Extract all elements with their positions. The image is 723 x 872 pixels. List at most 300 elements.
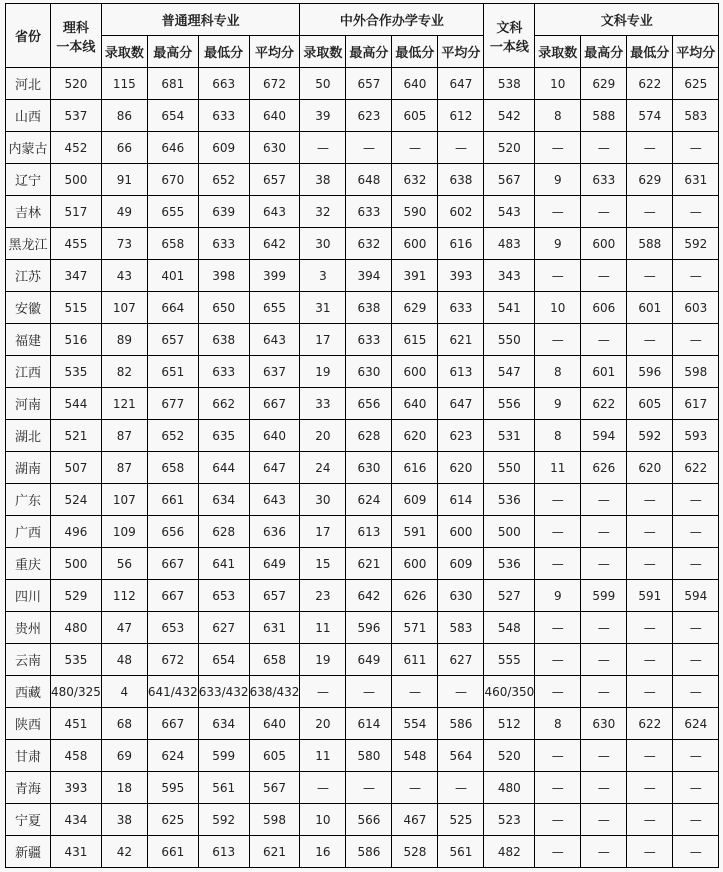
- cell-coop-min: 640: [392, 68, 438, 100]
- cell-coop-count: 30: [300, 484, 346, 516]
- cell-arts-avg: —: [673, 132, 719, 164]
- cell-coop-avg: —: [438, 772, 484, 804]
- cell-arts-avg: —: [673, 516, 719, 548]
- cell-coop-max: 580: [346, 740, 392, 772]
- table-row: [6, 196, 719, 228]
- cell-arts-max: —: [581, 676, 627, 708]
- cell-reg-max: 677: [147, 388, 198, 420]
- cell-reg-max: 681: [147, 68, 198, 100]
- cell-reg-count: 66: [101, 132, 147, 164]
- cell-arts-min: —: [627, 260, 673, 292]
- cell-reg-count: 121: [101, 388, 147, 420]
- cell-arts-line: 512: [484, 708, 535, 740]
- cell-reg-count: 42: [101, 836, 147, 868]
- cell-reg-avg: 636: [249, 516, 300, 548]
- cell-province: 河北: [6, 68, 51, 100]
- cell-arts-max: —: [581, 516, 627, 548]
- cell-arts-min: 622: [627, 708, 673, 740]
- cell-reg-min: 633: [198, 356, 249, 388]
- cell-reg-count: 109: [101, 516, 147, 548]
- cell-arts-avg: —: [673, 612, 719, 644]
- cell-coop-min: —: [392, 676, 438, 708]
- header-sci-line-l2: 一本线: [56, 39, 96, 55]
- cell-coop-min: 616: [392, 452, 438, 484]
- cell-province: 广东: [6, 484, 51, 516]
- cell-coop-min: 554: [392, 708, 438, 740]
- cell-arts-avg: —: [673, 548, 719, 580]
- cell-arts-line: 343: [484, 260, 535, 292]
- cell-sci-line: 393: [51, 772, 102, 804]
- cell-sci-line: 535: [51, 644, 102, 676]
- cell-arts-count: 8: [535, 708, 581, 740]
- cell-reg-max: 661: [147, 836, 198, 868]
- cell-sci-line: 521: [51, 420, 102, 452]
- cell-arts-min: —: [627, 836, 673, 868]
- cell-reg-avg: 672: [249, 68, 300, 100]
- cell-reg-max: 401: [147, 260, 198, 292]
- cell-arts-count: —: [535, 324, 581, 356]
- cell-arts-avg: —: [673, 772, 719, 804]
- cell-arts-max: 601: [581, 356, 627, 388]
- cell-arts-count: —: [535, 516, 581, 548]
- cell-reg-min: 561: [198, 772, 249, 804]
- cell-province: 重庆: [6, 548, 51, 580]
- table-row: [6, 612, 719, 644]
- cell-reg-count: 43: [101, 260, 147, 292]
- cell-reg-avg: 598: [249, 804, 300, 836]
- cell-reg-count: 115: [101, 68, 147, 100]
- cell-arts-line: 555: [484, 644, 535, 676]
- cell-reg-max: 624: [147, 740, 198, 772]
- cell-reg-min: 652: [198, 164, 249, 196]
- cell-coop-min: 571: [392, 612, 438, 644]
- cell-reg-min: 633: [198, 100, 249, 132]
- cell-arts-line: 523: [484, 804, 535, 836]
- cell-reg-avg: 667: [249, 388, 300, 420]
- cell-reg-min: 635: [198, 420, 249, 452]
- cell-arts-avg: 594: [673, 580, 719, 612]
- cell-arts-count: 11: [535, 452, 581, 484]
- cell-arts-line: 482: [484, 836, 535, 868]
- table-row: [6, 324, 719, 356]
- subheader-min: 最低分: [627, 36, 673, 68]
- subheader-avg: 平均分: [673, 36, 719, 68]
- cell-arts-count: —: [535, 740, 581, 772]
- cell-sci-line: 434: [51, 804, 102, 836]
- cell-arts-max: —: [581, 132, 627, 164]
- cell-reg-min: 633: [198, 228, 249, 260]
- cell-reg-max: 664: [147, 292, 198, 324]
- cell-coop-count: 31: [300, 292, 346, 324]
- cell-province: 西藏: [6, 676, 51, 708]
- cell-coop-max: 613: [346, 516, 392, 548]
- cell-province: 辽宁: [6, 164, 51, 196]
- cell-coop-max: —: [346, 772, 392, 804]
- cell-arts-max: 600: [581, 228, 627, 260]
- table-row: [6, 388, 719, 420]
- cell-reg-avg: 605: [249, 740, 300, 772]
- cell-arts-min: 574: [627, 100, 673, 132]
- table-row: [6, 644, 719, 676]
- cell-arts-count: —: [535, 132, 581, 164]
- cell-coop-avg: 525: [438, 804, 484, 836]
- cell-reg-avg: 630: [249, 132, 300, 164]
- cell-coop-avg: 647: [438, 68, 484, 100]
- cell-coop-min: 391: [392, 260, 438, 292]
- table-row: [6, 260, 719, 292]
- header-arts-line-l2: 一本线: [489, 39, 529, 55]
- cell-reg-max: 656: [147, 516, 198, 548]
- table-row: [6, 676, 719, 708]
- cell-coop-min: 609: [392, 484, 438, 516]
- cell-arts-max: —: [581, 772, 627, 804]
- cell-arts-min: —: [627, 324, 673, 356]
- cell-arts-avg: —: [673, 324, 719, 356]
- subheader-avg: 平均分: [249, 36, 300, 68]
- cell-coop-count: 19: [300, 644, 346, 676]
- cell-arts-line: 536: [484, 548, 535, 580]
- cell-reg-avg: 655: [249, 292, 300, 324]
- cell-arts-count: —: [535, 836, 581, 868]
- cell-arts-min: 629: [627, 164, 673, 196]
- cell-reg-avg: 567: [249, 772, 300, 804]
- cell-arts-max: —: [581, 324, 627, 356]
- cell-province: 江苏: [6, 260, 51, 292]
- cell-reg-max: 672: [147, 644, 198, 676]
- cell-arts-count: —: [535, 644, 581, 676]
- table-row: [6, 740, 719, 772]
- cell-arts-avg: 593: [673, 420, 719, 452]
- cell-reg-avg: 643: [249, 484, 300, 516]
- cell-province: 青海: [6, 772, 51, 804]
- table-row: [6, 452, 719, 484]
- cell-arts-count: —: [535, 484, 581, 516]
- cell-province: 吉林: [6, 196, 51, 228]
- header-group-coop: 中外合作办学专业: [300, 4, 484, 36]
- cell-coop-count: 32: [300, 196, 346, 228]
- cell-arts-avg: 583: [673, 100, 719, 132]
- cell-coop-count: 33: [300, 388, 346, 420]
- subheader-count: 录取数: [300, 36, 346, 68]
- cell-coop-avg: 647: [438, 388, 484, 420]
- table-row: [6, 132, 719, 164]
- table-row: [6, 772, 719, 804]
- cell-sci-line: 516: [51, 324, 102, 356]
- cell-province: 内蒙古: [6, 132, 51, 164]
- table-row: [6, 548, 719, 580]
- cell-arts-avg: 617: [673, 388, 719, 420]
- cell-coop-count: 23: [300, 580, 346, 612]
- subheader-max: 最高分: [147, 36, 198, 68]
- cell-coop-min: 600: [392, 548, 438, 580]
- cell-coop-max: —: [346, 676, 392, 708]
- cell-coop-min: 548: [392, 740, 438, 772]
- cell-reg-avg: 631: [249, 612, 300, 644]
- cell-coop-max: 621: [346, 548, 392, 580]
- cell-reg-max: 652: [147, 420, 198, 452]
- cell-coop-count: 11: [300, 612, 346, 644]
- table-body: [6, 68, 719, 868]
- cell-province: 陕西: [6, 708, 51, 740]
- cell-reg-min: 609: [198, 132, 249, 164]
- cell-sci-line: 529: [51, 580, 102, 612]
- cell-sci-line: 452: [51, 132, 102, 164]
- cell-sci-line: 496: [51, 516, 102, 548]
- cell-reg-count: 68: [101, 708, 147, 740]
- cell-coop-max: 623: [346, 100, 392, 132]
- cell-province: 新疆: [6, 836, 51, 868]
- cell-arts-max: 622: [581, 388, 627, 420]
- cell-sci-line: 455: [51, 228, 102, 260]
- cell-arts-max: 594: [581, 420, 627, 452]
- cell-arts-line: 542: [484, 100, 535, 132]
- table-row: [6, 804, 719, 836]
- cell-arts-line: 536: [484, 484, 535, 516]
- cell-coop-avg: 620: [438, 452, 484, 484]
- cell-sci-line: 520: [51, 68, 102, 100]
- cell-arts-avg: 631: [673, 164, 719, 196]
- cell-arts-min: —: [627, 196, 673, 228]
- cell-province: 贵州: [6, 612, 51, 644]
- cell-coop-max: 566: [346, 804, 392, 836]
- table-row: [6, 164, 719, 196]
- cell-coop-min: 626: [392, 580, 438, 612]
- cell-arts-line: 480: [484, 772, 535, 804]
- cell-coop-count: 15: [300, 548, 346, 580]
- cell-arts-min: —: [627, 772, 673, 804]
- cell-arts-count: 8: [535, 420, 581, 452]
- cell-sci-line: 480: [51, 612, 102, 644]
- cell-reg-count: 69: [101, 740, 147, 772]
- cell-arts-count: —: [535, 260, 581, 292]
- cell-coop-min: 590: [392, 196, 438, 228]
- cell-arts-max: —: [581, 612, 627, 644]
- cell-reg-count: 49: [101, 196, 147, 228]
- cell-province: 福建: [6, 324, 51, 356]
- table-row: [6, 100, 719, 132]
- cell-coop-count: —: [300, 676, 346, 708]
- cell-arts-count: —: [535, 676, 581, 708]
- cell-coop-min: 600: [392, 356, 438, 388]
- cell-coop-avg: 561: [438, 836, 484, 868]
- cell-sci-line: 431: [51, 836, 102, 868]
- cell-arts-line: 541: [484, 292, 535, 324]
- cell-reg-count: 86: [101, 100, 147, 132]
- cell-coop-avg: 623: [438, 420, 484, 452]
- cell-reg-min: 638: [198, 324, 249, 356]
- cell-coop-count: 16: [300, 836, 346, 868]
- cell-arts-avg: —: [673, 676, 719, 708]
- cell-reg-min: 639: [198, 196, 249, 228]
- cell-reg-max: 654: [147, 100, 198, 132]
- cell-coop-avg: 602: [438, 196, 484, 228]
- cell-coop-avg: 583: [438, 612, 484, 644]
- cell-arts-line: 460/350: [484, 676, 535, 708]
- cell-reg-count: 91: [101, 164, 147, 196]
- cell-arts-count: 9: [535, 388, 581, 420]
- cell-arts-min: —: [627, 804, 673, 836]
- cell-coop-avg: 564: [438, 740, 484, 772]
- cell-arts-min: 622: [627, 68, 673, 100]
- cell-coop-avg: 630: [438, 580, 484, 612]
- cell-reg-min: 634: [198, 484, 249, 516]
- cell-reg-min: 644: [198, 452, 249, 484]
- cell-arts-count: —: [535, 612, 581, 644]
- cell-arts-max: —: [581, 740, 627, 772]
- cell-sci-line: 517: [51, 196, 102, 228]
- cell-coop-avg: 638: [438, 164, 484, 196]
- cell-arts-avg: 598: [673, 356, 719, 388]
- table-row: [6, 228, 719, 260]
- header-arts-line-l1: 文科: [496, 20, 523, 36]
- cell-reg-count: 107: [101, 484, 147, 516]
- cell-coop-min: 615: [392, 324, 438, 356]
- cell-reg-count: 4: [101, 676, 147, 708]
- cell-reg-count: 18: [101, 772, 147, 804]
- cell-sci-line: 524: [51, 484, 102, 516]
- cell-coop-max: 624: [346, 484, 392, 516]
- cell-coop-max: 633: [346, 196, 392, 228]
- table-row: [6, 708, 719, 740]
- cell-coop-count: 11: [300, 740, 346, 772]
- cell-coop-min: 632: [392, 164, 438, 196]
- cell-reg-avg: 647: [249, 452, 300, 484]
- cell-coop-count: 38: [300, 164, 346, 196]
- cell-arts-line: 550: [484, 452, 535, 484]
- cell-sci-line: 500: [51, 164, 102, 196]
- cell-reg-avg: 642: [249, 228, 300, 260]
- cell-coop-avg: —: [438, 132, 484, 164]
- header-sci-line: [51, 4, 102, 68]
- cell-coop-avg: 613: [438, 356, 484, 388]
- cell-coop-max: 633: [346, 324, 392, 356]
- cell-arts-max: 633: [581, 164, 627, 196]
- cell-coop-count: 20: [300, 420, 346, 452]
- cell-sci-line: 500: [51, 548, 102, 580]
- cell-arts-avg: —: [673, 836, 719, 868]
- cell-province: 四川: [6, 580, 51, 612]
- table-row: [6, 516, 719, 548]
- cell-arts-line: 543: [484, 196, 535, 228]
- cell-reg-avg: 643: [249, 196, 300, 228]
- cell-arts-count: —: [535, 548, 581, 580]
- subheader-avg: 平均分: [438, 36, 484, 68]
- cell-reg-min: 613: [198, 836, 249, 868]
- cell-arts-count: —: [535, 772, 581, 804]
- cell-coop-avg: 612: [438, 100, 484, 132]
- table-row: [6, 484, 719, 516]
- cell-arts-count: 10: [535, 292, 581, 324]
- cell-coop-max: 632: [346, 228, 392, 260]
- cell-coop-avg: 621: [438, 324, 484, 356]
- cell-reg-count: 107: [101, 292, 147, 324]
- cell-arts-avg: —: [673, 804, 719, 836]
- cell-coop-min: —: [392, 132, 438, 164]
- cell-reg-max: 667: [147, 708, 198, 740]
- cell-arts-max: —: [581, 836, 627, 868]
- cell-reg-avg: 640: [249, 420, 300, 452]
- cell-reg-avg: 657: [249, 164, 300, 196]
- cell-arts-line: 520: [484, 740, 535, 772]
- cell-sci-line: 535: [51, 356, 102, 388]
- table-row: [6, 68, 719, 100]
- subheader-min: 最低分: [392, 36, 438, 68]
- cell-coop-max: 638: [346, 292, 392, 324]
- cell-coop-max: 394: [346, 260, 392, 292]
- cell-arts-avg: —: [673, 196, 719, 228]
- cell-coop-max: 642: [346, 580, 392, 612]
- cell-reg-min: 653: [198, 580, 249, 612]
- cell-coop-max: 649: [346, 644, 392, 676]
- cell-province: 山西: [6, 100, 51, 132]
- subheader-count: 录取数: [101, 36, 147, 68]
- cell-reg-min: 398: [198, 260, 249, 292]
- cell-coop-max: 596: [346, 612, 392, 644]
- cell-coop-min: 611: [392, 644, 438, 676]
- cell-reg-min: 662: [198, 388, 249, 420]
- cell-reg-min: 628: [198, 516, 249, 548]
- cell-arts-count: 9: [535, 580, 581, 612]
- cell-coop-count: 3: [300, 260, 346, 292]
- cell-reg-max: 667: [147, 580, 198, 612]
- cell-coop-count: 20: [300, 708, 346, 740]
- cell-reg-min: 654: [198, 644, 249, 676]
- cell-arts-line: 547: [484, 356, 535, 388]
- cell-sci-line: 480/325: [51, 676, 102, 708]
- cell-sci-line: 544: [51, 388, 102, 420]
- cell-coop-count: —: [300, 132, 346, 164]
- cell-coop-min: 605: [392, 100, 438, 132]
- cell-arts-avg: 624: [673, 708, 719, 740]
- cell-arts-max: —: [581, 548, 627, 580]
- cell-sci-line: 347: [51, 260, 102, 292]
- cell-coop-count: 30: [300, 228, 346, 260]
- cell-coop-avg: 609: [438, 548, 484, 580]
- cell-coop-avg: 614: [438, 484, 484, 516]
- header-group-regular-sci: 普通理科专业: [101, 4, 300, 36]
- cell-arts-count: 10: [535, 68, 581, 100]
- cell-coop-min: —: [392, 772, 438, 804]
- cell-reg-count: 89: [101, 324, 147, 356]
- cell-reg-avg: 637: [249, 356, 300, 388]
- cell-coop-avg: 586: [438, 708, 484, 740]
- cell-coop-max: 657: [346, 68, 392, 100]
- cell-coop-avg: 600: [438, 516, 484, 548]
- cell-reg-min: 627: [198, 612, 249, 644]
- cell-arts-min: —: [627, 612, 673, 644]
- cell-coop-avg: 633: [438, 292, 484, 324]
- cell-reg-count: 38: [101, 804, 147, 836]
- cell-province: 广西: [6, 516, 51, 548]
- cell-reg-max: 625: [147, 804, 198, 836]
- subheader-min: 最低分: [198, 36, 249, 68]
- cell-coop-count: 39: [300, 100, 346, 132]
- cell-arts-min: 592: [627, 420, 673, 452]
- cell-arts-avg: —: [673, 260, 719, 292]
- table-row: [6, 292, 719, 324]
- table-row: [6, 420, 719, 452]
- cell-reg-avg: 399: [249, 260, 300, 292]
- cell-province: 安徽: [6, 292, 51, 324]
- cell-coop-max: 656: [346, 388, 392, 420]
- cell-arts-min: 601: [627, 292, 673, 324]
- cell-province: 河南: [6, 388, 51, 420]
- cell-arts-line: 483: [484, 228, 535, 260]
- cell-province: 湖南: [6, 452, 51, 484]
- cell-sci-line: 507: [51, 452, 102, 484]
- subheader-count: 录取数: [535, 36, 581, 68]
- cell-reg-max: 657: [147, 324, 198, 356]
